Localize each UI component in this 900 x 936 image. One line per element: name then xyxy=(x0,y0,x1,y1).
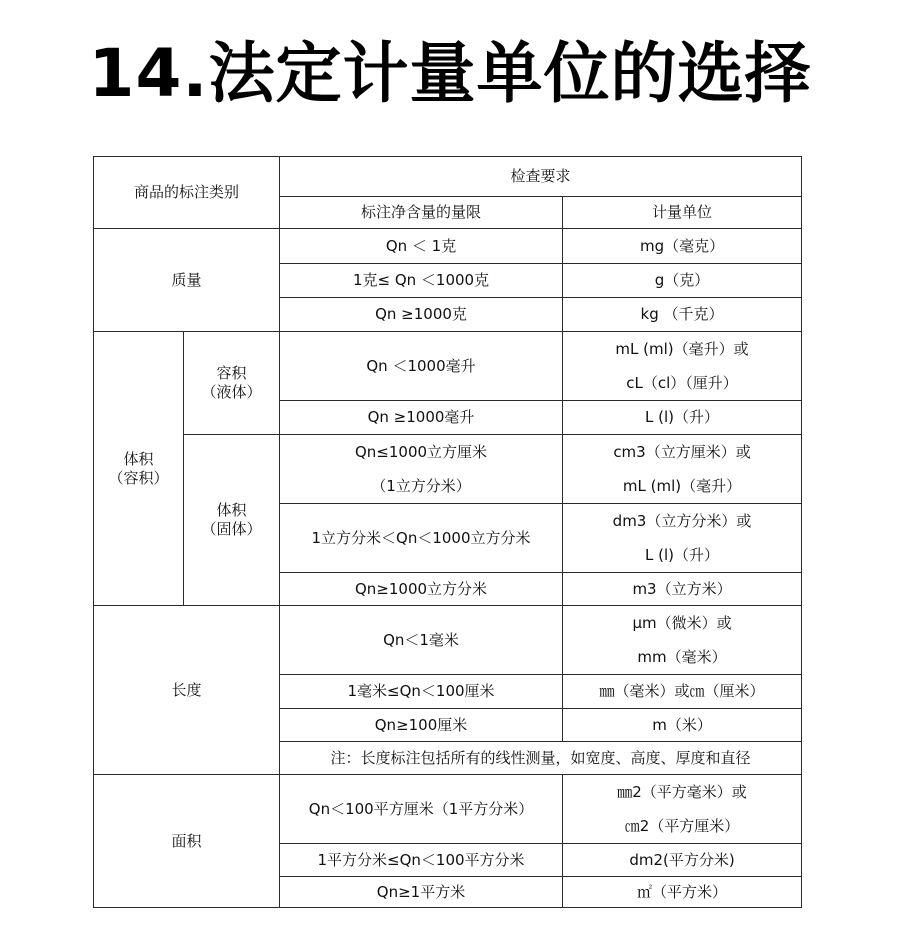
limit-cell: 1平方分米≤Qn＜100平方分米 xyxy=(280,844,563,877)
subcategory-solid-line1: 体积 xyxy=(216,501,247,520)
unit-cell xyxy=(563,504,802,573)
unit-line2: cL（cl）（厘升） xyxy=(626,374,738,392)
unit-cell xyxy=(563,775,802,844)
unit-cell: m（米） xyxy=(563,709,802,742)
unit-cell: L (l)（升） xyxy=(563,401,802,435)
limit-cell: Qn＜1毫米 xyxy=(280,606,563,675)
limit-cell: Qn ＜1000毫升 xyxy=(280,332,563,401)
limit-cell: Qn ≥1000毫升 xyxy=(280,401,563,435)
category-length: 长度 xyxy=(94,606,280,775)
header-unit: 计量单位 xyxy=(563,197,802,229)
limit-cell: 1立方分米＜Qn＜1000立方分米 xyxy=(280,504,563,573)
category-mass: 质量 xyxy=(94,229,280,332)
unit-cell xyxy=(563,606,802,675)
table-row xyxy=(94,229,802,264)
length-note: 注：长度标注包括所有的线性测量，如宽度、高度、厚度和直径 xyxy=(280,742,802,775)
limit-cell: Qn＜100平方厘米（1平方分米） xyxy=(280,775,563,844)
unit-line1: dm3（立方分米）或 xyxy=(612,512,752,530)
unit-line1: μm（微米）或 xyxy=(632,614,732,632)
subcategory-solid xyxy=(184,435,280,606)
unit-cell: dm2(平方分米) xyxy=(563,844,802,877)
category-volume xyxy=(94,332,184,606)
unit-line2: ㎝2（平方厘米） xyxy=(624,817,740,835)
limit-cell xyxy=(280,435,563,504)
unit-cell: ㎜（毫米）或㎝（厘米） xyxy=(563,675,802,709)
subcategory-liquid-line1: 容积 xyxy=(216,364,247,383)
page-title: 14.法定计量单位的选择 xyxy=(88,35,812,112)
category-area: 面积 xyxy=(94,775,280,908)
subcategory-liquid-line2: （液体） xyxy=(201,383,262,401)
limit-cell: Qn ≥1000克 xyxy=(280,298,563,332)
limit-line2: （1立方分米） xyxy=(371,477,471,495)
unit-cell: kg （千克） xyxy=(563,298,802,332)
unit-line2: mm（毫米） xyxy=(637,648,727,666)
unit-line2: L (l)（升） xyxy=(645,546,720,564)
category-volume-line1: 体积 xyxy=(123,449,154,468)
unit-cell: mg（毫克） xyxy=(563,229,802,264)
unit-cell: m3（立方米） xyxy=(563,573,802,606)
limit-line1: Qn≤1000立方厘米 xyxy=(354,443,488,461)
limit-cell: Qn ＜ 1克 xyxy=(280,229,563,264)
unit-cell: ㎡（平方米） xyxy=(563,877,802,908)
table-row xyxy=(94,775,802,844)
unit-cell xyxy=(563,332,802,401)
header-requirements: 检查要求 xyxy=(280,157,802,197)
unit-selection-table xyxy=(93,156,802,908)
limit-cell: Qn≥1平方米 xyxy=(280,877,563,908)
unit-line1: ㎜2（平方毫米）或 xyxy=(617,783,747,801)
table-row xyxy=(94,435,802,504)
header-limit: 标注净含量的量限 xyxy=(280,197,563,229)
subcategory-liquid xyxy=(184,332,280,435)
unit-line1: cm3（立方厘米）或 xyxy=(613,443,751,461)
limit-cell: Qn≥100厘米 xyxy=(280,709,563,742)
unit-cell: g（克） xyxy=(563,264,802,298)
table-row xyxy=(94,606,802,675)
header-category: 商品的标注类别 xyxy=(94,157,280,229)
unit-line1: mL (ml)（毫升）或 xyxy=(615,340,749,358)
table-row xyxy=(94,332,802,401)
limit-cell: 1克≤ Qn ＜1000克 xyxy=(280,264,563,298)
subcategory-solid-line2: （固体） xyxy=(201,520,262,538)
limit-cell: 1毫米≤Qn＜100厘米 xyxy=(280,675,563,709)
category-volume-line2: （容积） xyxy=(108,468,169,487)
unit-cell xyxy=(563,435,802,504)
limit-cell: Qn≥1000立方分米 xyxy=(280,573,563,606)
unit-line2: mL (ml)（毫升） xyxy=(622,477,742,495)
